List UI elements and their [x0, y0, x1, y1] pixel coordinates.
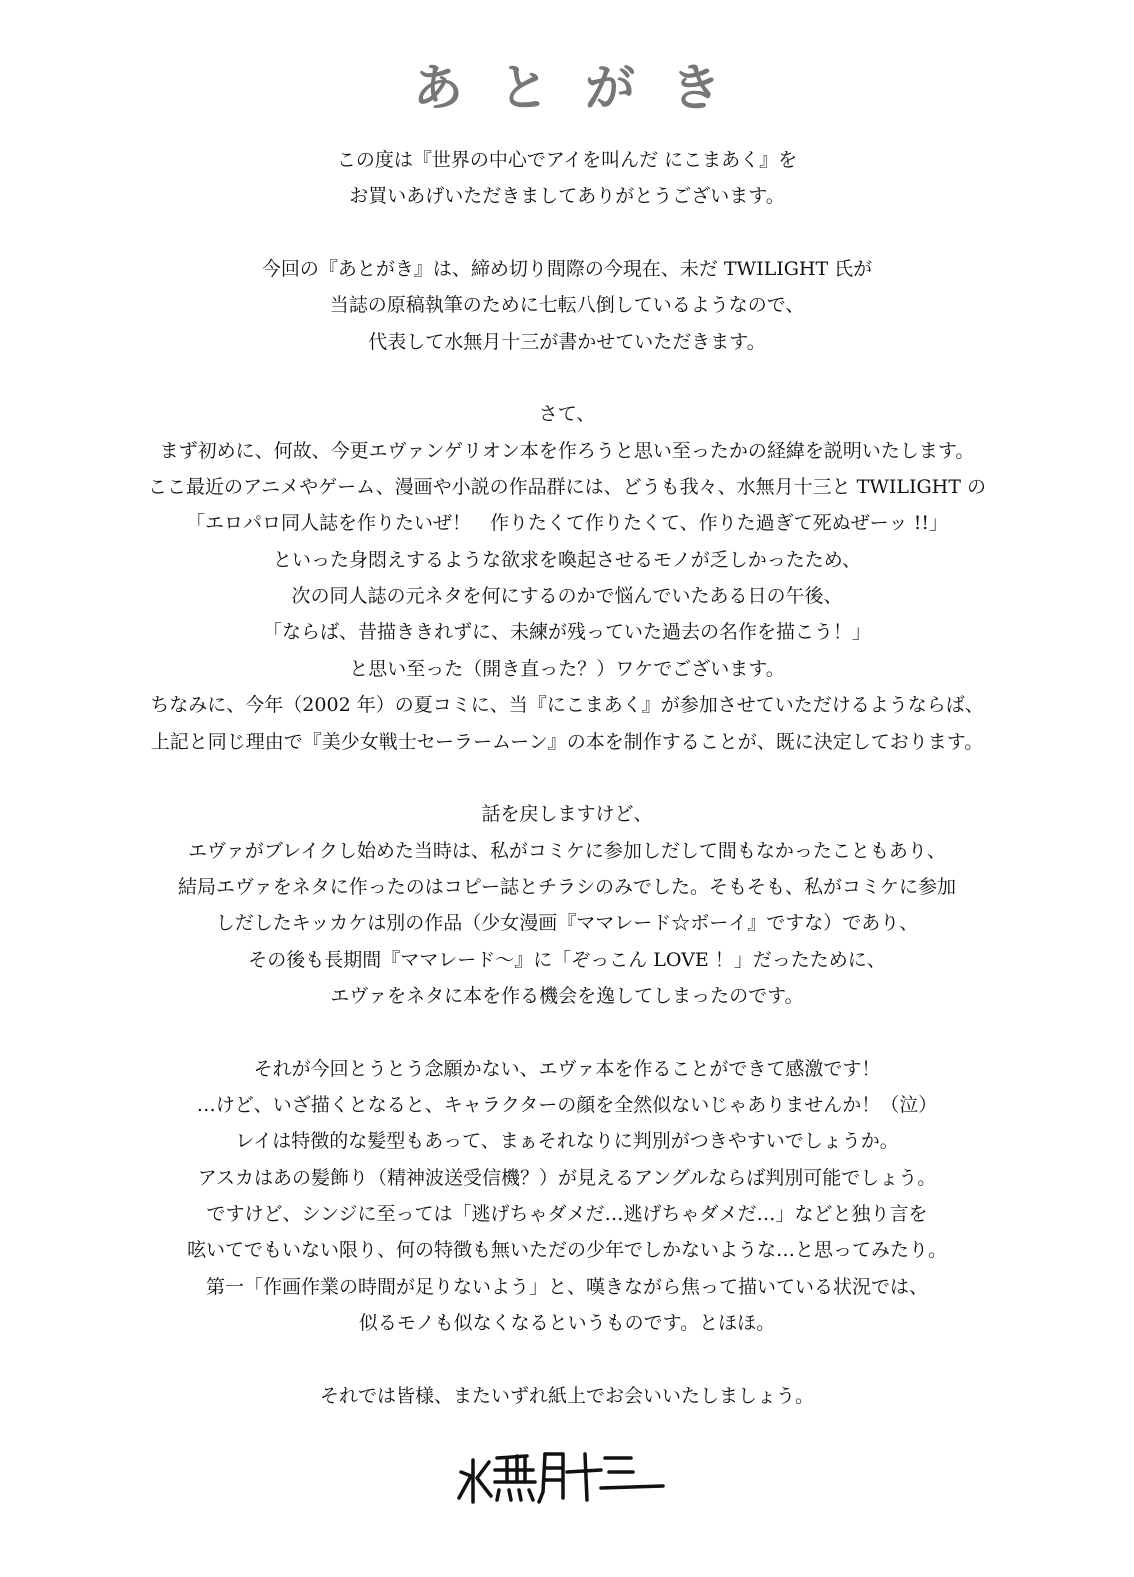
blank-line [0, 215, 1134, 251]
text-line: ですけど、シンジに至っては「逃げちゃダメだ…逃げちゃダメだ…」などと独り言を [206, 1202, 928, 1225]
text-line: エヴァをネタに本を作る機会を逸してしまったのです。 [330, 984, 804, 1007]
text-line: さて、 [538, 403, 596, 426]
text-line: 話を戻しますけど、 [481, 803, 653, 826]
text-line: と思い至った（開き直った？）ワケでございます。 [349, 657, 785, 680]
text-line: 代表して水無月十三が書かせていただきます。 [368, 330, 766, 353]
text-line: ちなみに、今年（2002 年）の夏コミに、当『にこまあく』が参加させていただけるようならば、 [150, 694, 984, 717]
text-line: アスカはあの髪飾り（精神波送受信機？）が見えるアングルならば判別可能でしょう。 [197, 1166, 937, 1189]
text-line: それが今回とうとう念願かない、エヴァ本を作ることができて感激です！ [253, 1057, 881, 1080]
blank-line [0, 360, 1134, 396]
text-line: ここ最近のアニメやゲーム、漫画や小説の作品群には、どうも我々、水無月十三と TWILIGHT の [148, 476, 986, 499]
text-line: …けど、いざ描くとなると、キャラクターの顔を全然似ないじゃありませんか！（泣） [196, 1093, 938, 1116]
blank-line [0, 1341, 1134, 1377]
text-line: 当誌の原稿執筆のために七転八倒しているようなので、 [329, 294, 805, 317]
text-line: しだしたキッカケは別の作品（少女漫画『ママレード☆ボーイ』ですな）であり、 [215, 912, 919, 935]
text-line: お買いあげいただきましてありがとうございます。 [349, 185, 785, 208]
text-line: 「エロパロ同人誌を作りたいぜ！ 作りたくて作りたくて、作りた過ぎて死ぬぜーッ !!」 [186, 512, 948, 535]
page-title: あとがき [413, 59, 757, 117]
text-line: その後も長期間『ママレード～』に「ぞっこん LOVE ！」だったために、 [248, 948, 886, 971]
afterword-body [0, 142, 1134, 1414]
text-line: 上記と同じ理由で『美少女戦士セーラームーン』の本を制作することが、既に決定しております。 [150, 730, 984, 753]
text-line: まず初めに、何故、今更エヴァンゲリオン本を作ろうと思い至ったかの経緯を説明いたします。 [159, 439, 975, 462]
blank-line [0, 760, 1134, 796]
text-line: 呟いてでもいない限り、何の特徴も無いただの少年でしかないような…と思ってみたり。 [186, 1239, 947, 1262]
text-line: この度は『世界の中心でアイを叫んだ にこまあく』を [336, 149, 798, 171]
text-line: といった身悶えするような欲求を喚起させるモノが乏しかったため、 [272, 548, 862, 571]
text-line: レイは特徴的な髪型もあって、まぁそれなりに判別がつきやすいでしょうか。 [235, 1130, 899, 1153]
text-line: 「ならば、昔描ききれずに、未練が残っていた過去の名作を描こう！」 [262, 621, 871, 644]
text-line: 今回の『あとがき』は、締め切り間際の今現在、未だ TWILIGHT 氏が [261, 258, 873, 281]
text-line: 結局エヴァをネタに作ったのはコピー誌とチラシのみでした。そもそも、私がコミケに参加 [177, 875, 957, 898]
text-line: 似るモノも似なくなるというものです。とほほ。 [358, 1312, 776, 1334]
blank-line [0, 1014, 1134, 1050]
handwritten-signature [455, 1440, 665, 1510]
text-line: 第一「作画作業の時間が足りないよう」と、嘆きながら焦って描いている状況では、 [205, 1275, 928, 1298]
text-line: エヴァがブレイクし始めた当時は、私がコミケに参加しだして間もなかったこともあり、 [188, 839, 946, 862]
text-line: それでは皆様、またいずれ紙上でお会いいたしましょう。 [319, 1384, 814, 1407]
text-line: 次の同人誌の元ネタを何にするのかで悩んでいたある日の午後、 [291, 585, 843, 608]
